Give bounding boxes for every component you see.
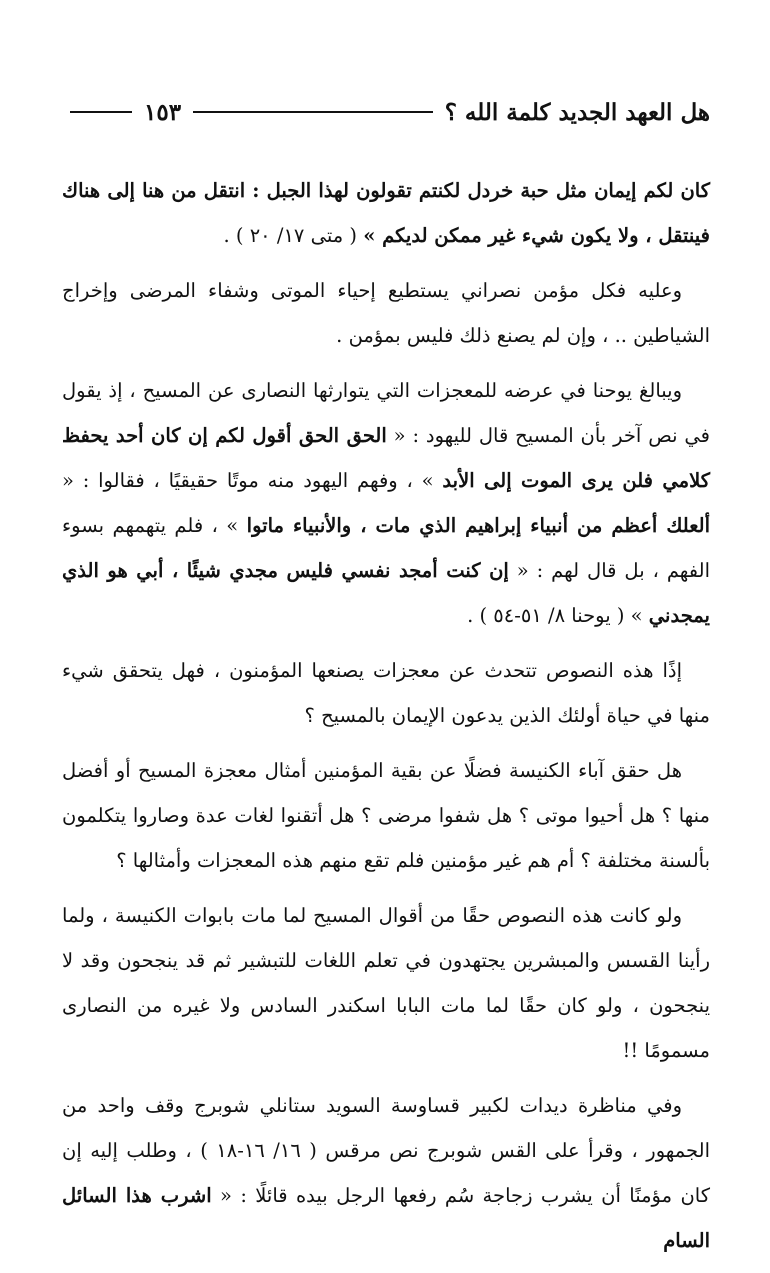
quoted-text: الحق الحق أقول لكم إن كان أحد يحفظ كلامي فلن يرى الموت إلى الأبد <box>62 424 710 492</box>
running-title: هل العهد الجديد كلمة الله ؟ <box>444 98 710 126</box>
header-rule-end <box>70 111 132 113</box>
paragraph <box>62 168 710 258</box>
paragraph <box>62 748 710 883</box>
text-segment: ولو كانت هذه النصوص حقًا من أقوال المسيح لما مات بابوات الكنيسة ، ولما رأينا القسس والمبشرين يجتهدون في تعلم اللغات للتبشير ثم قد ينجحون وقد لا ينجحون ، ولو كان حقًا لما مات البابا اسكندر السادس ولا غيره من النصارى مسمومًا !! <box>62 904 710 1062</box>
text-segment: ويبالغ يوحنا في عرضه للمعجزات التي يتوارثها النصارى عن المسيح ، إذ يقول في نص آخر بأن المسيح قال لليهود : « <box>62 379 710 447</box>
text-segment: هل حقق آباء الكنيسة فضلًا عن بقية المؤمنين أمثال معجزة المسيح أو أفضل منها ؟ هل أحيوا موتى ؟ هل شفوا مرضى ؟ هل أتقنوا لغات عدة وصاروا يتكلمون بألسنة مختلفة ؟ أم هم غير مؤمنين فلم تقع منهم هذه المعجزات وأمثالها ؟ <box>62 759 710 872</box>
text-segment: ( متى ١٧/ ٢٠ ) . <box>223 224 364 247</box>
paragraph <box>62 368 710 638</box>
quoted-text: إن كنت أمجد نفسي فليس مجدي شيئًا ، أبي هو الذي يمجدني <box>62 559 710 627</box>
quoted-text: ألعلك أعظم من أنبياء إبراهيم الذي مات ، والأنبياء ماتوا <box>246 514 710 537</box>
text-segment: وعليه فكل مؤمن نصراني يستطيع إحياء الموتى وشفاء المرضى وإخراج الشياطين .. ، وإن لم يصنع ذلك فليس بمؤمن . <box>62 279 710 347</box>
page-number: ١٥٣ <box>144 98 182 126</box>
quoted-text: كان لكم إيمان مثل حبة خردل لكنتم تقولون لهذا الجبل : انتقل من هنا إلى هناك فينتقل ، ولا يكون شيء غير ممكن لديكم » <box>62 179 710 247</box>
paragraph <box>62 893 710 1073</box>
running-header <box>70 92 710 132</box>
quoted-text: اشرب هذا السائل السام <box>62 1184 710 1252</box>
body-text <box>62 168 710 1273</box>
paragraph <box>62 1083 710 1263</box>
text-segment: وفي مناظرة ديدات لكبير قساوسة السويد ستانلي شوبرج وقف واحد من الجمهور ، وقرأ على القس شوبرج نص مرقس ( ١٦/ ١٦-١٨ ) ، وطلب إليه إن كان مؤمنًا أن يشرب زجاجة سُم رفعها الرجل بيده قائلًا : « <box>62 1094 710 1207</box>
paragraph <box>62 268 710 358</box>
paragraph <box>62 648 710 738</box>
header-rule <box>193 111 433 113</box>
text-segment: » ( يوحنا ٨/ ٥١-٥٤ ) . <box>467 604 649 627</box>
text-segment: » ، فلم يتهمهم بسوء الفهم ، بل قال لهم : « <box>62 514 711 582</box>
text-segment: إذًا هذه النصوص تتحدث عن معجزات يصنعها المؤمنون ، فهل يتحقق شيء منها في حياة أولئك الذين يدعون الإيمان بالمسيح ؟ <box>62 659 710 727</box>
text-segment: » ، وفهم اليهود منه موتًا حقيقيًا ، فقالوا : « <box>62 469 443 492</box>
